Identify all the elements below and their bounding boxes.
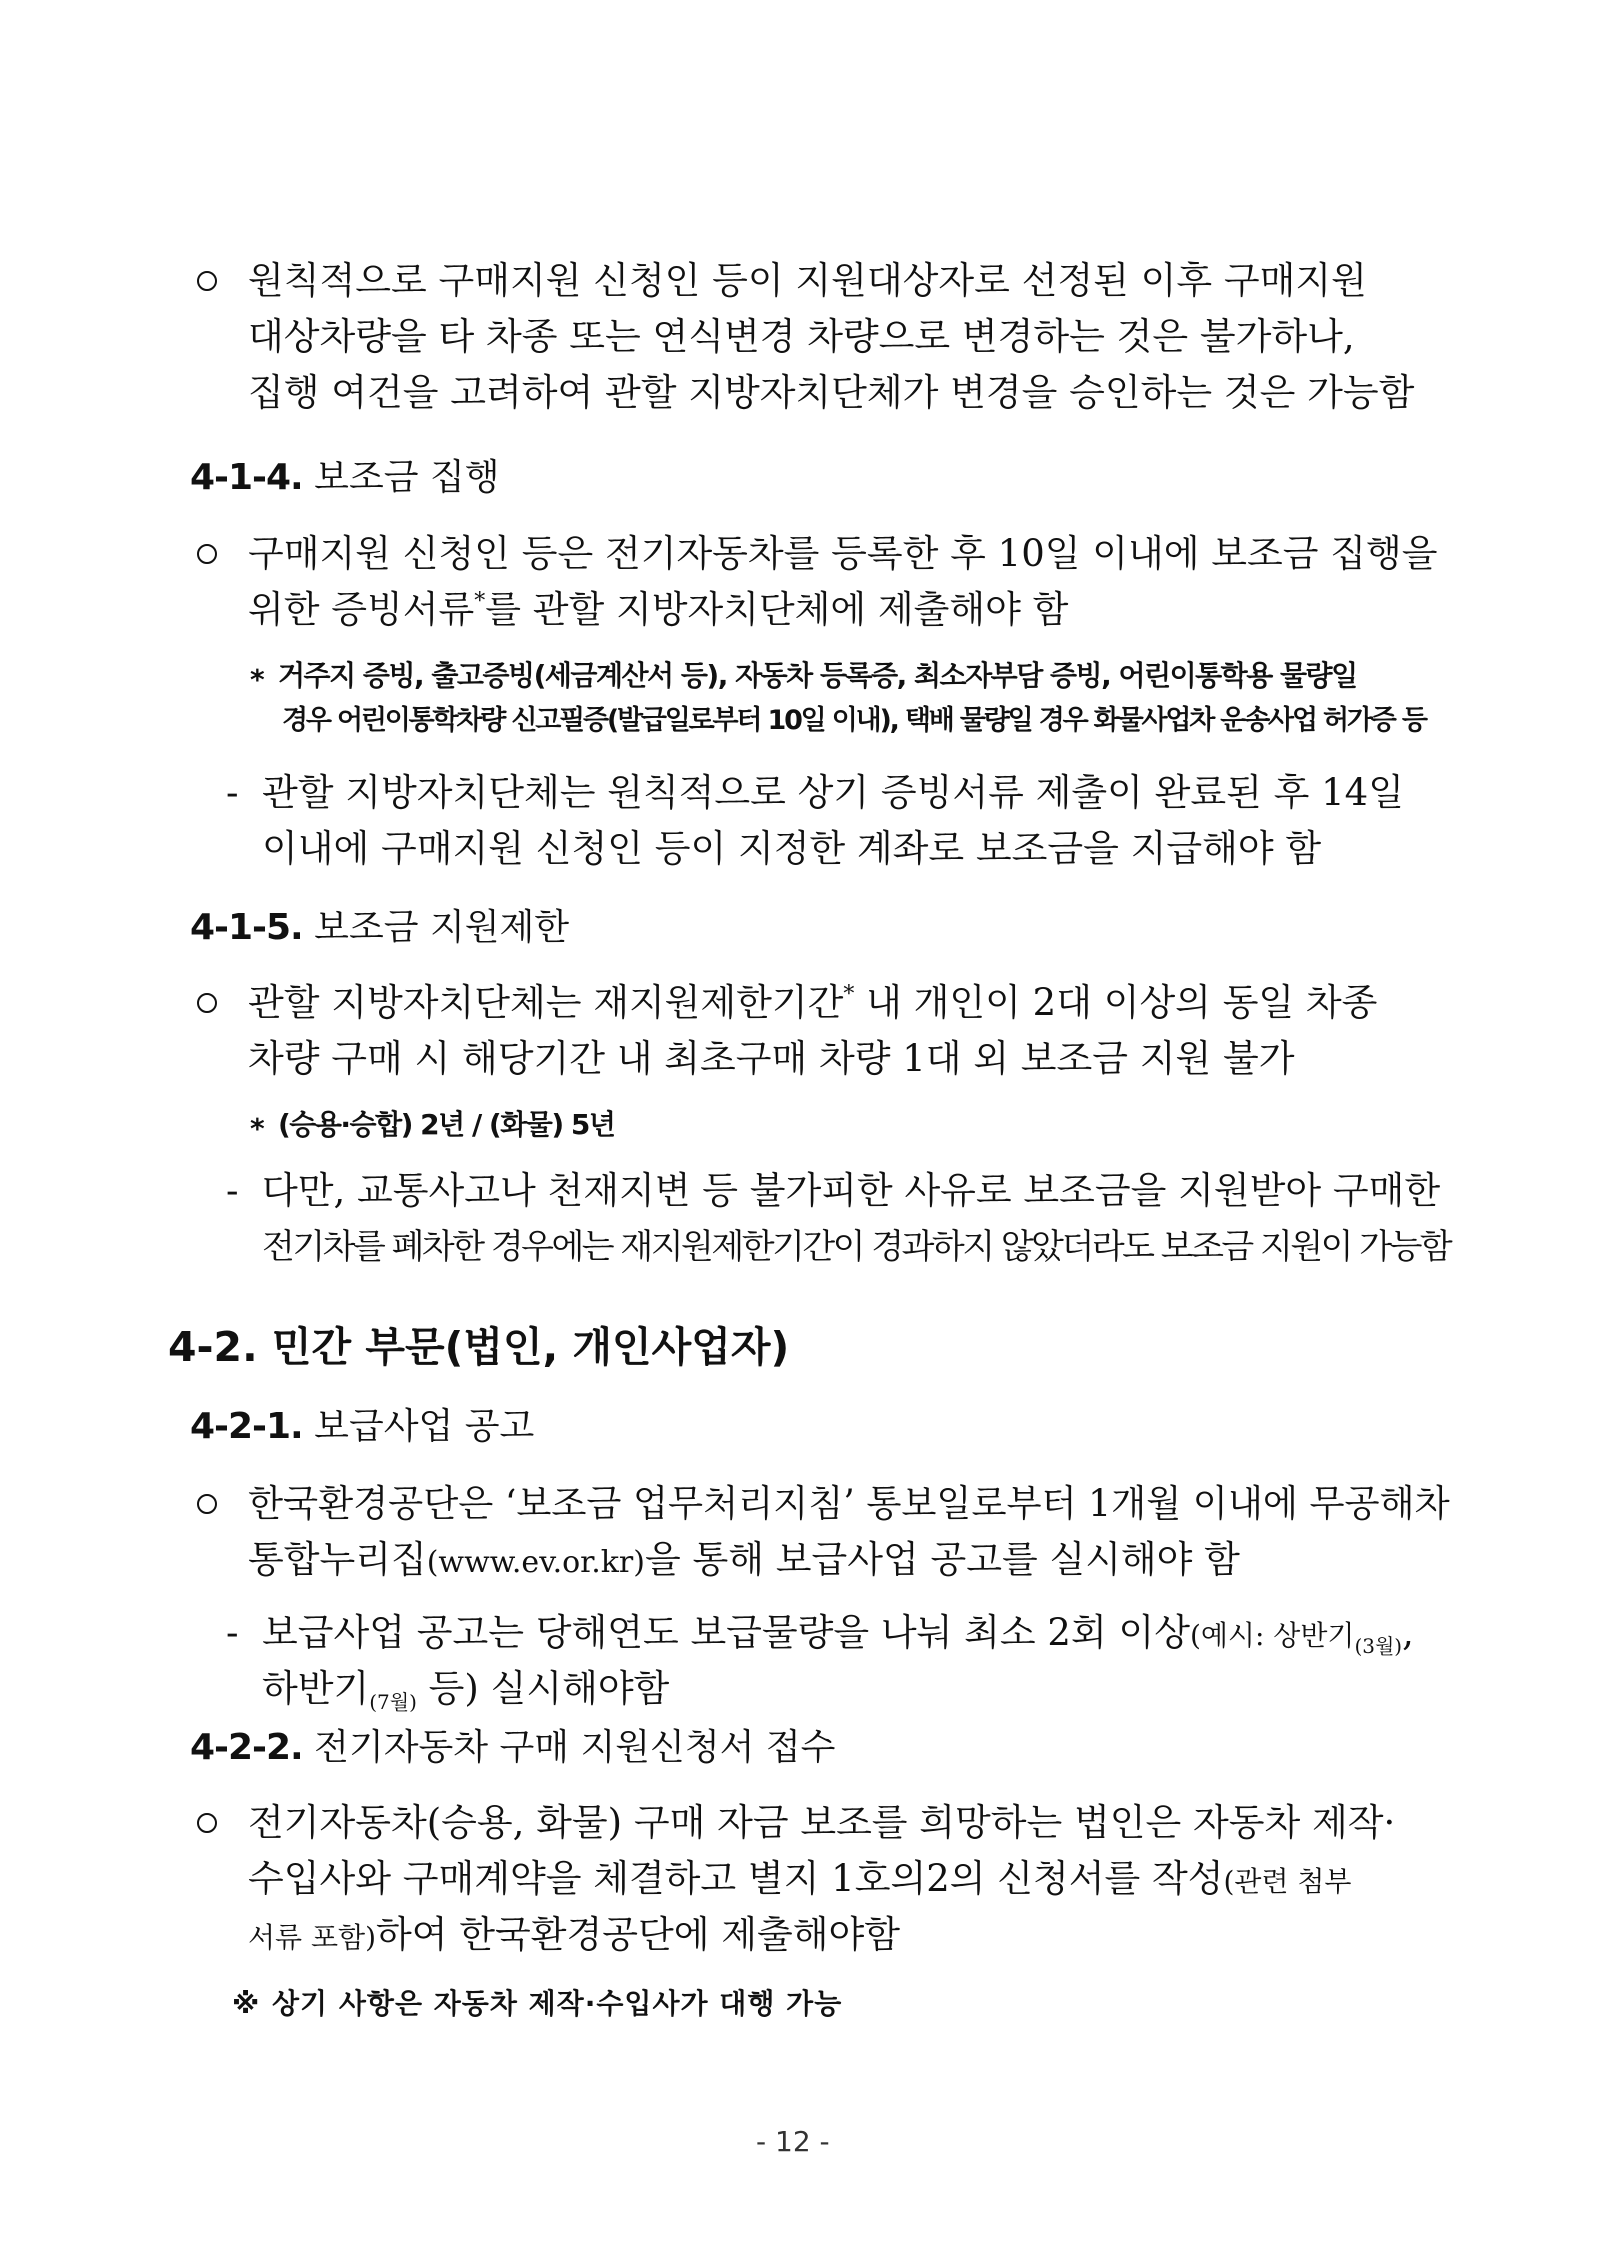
paragraph-line: 대상차량을 타 차종 또는 연식변경 차량으로 변경하는 것은 불가하나, [248, 315, 1355, 358]
dash-item-line: 전기차를 폐차한 경우에는 재지원제한기간이 경과하지 않았더라도 보조금 지원이 가능함 [262, 1227, 1451, 1267]
subscript-text: (7월) [369, 1690, 417, 1714]
footnote-marker: * [250, 1112, 264, 1145]
paragraph-line [248, 588, 1069, 631]
paragraph-line [248, 1538, 1240, 1581]
dash-bullet: - [226, 1611, 239, 1654]
paragraph-line [248, 1913, 900, 1956]
footnote-line: 경우 어린이통학차량 신고필증(발급일로부터 10일 이내), 택배 물량일 경우 화물사업차 운송사업 허가증 등 [282, 705, 1426, 736]
dash-item-line: 이내에 구매지원 신청인 등이 지정한 계좌로 보조금을 지급해야 함 [262, 827, 1322, 870]
text-span: (관련 첨부 [1223, 1865, 1352, 1898]
footnote-marker: * [843, 982, 855, 1007]
footnote-line: (승용·승합) 2년 / (화물) 5년 [278, 1108, 615, 1141]
dash-item-line: 관할 지방자치단체는 원칙적으로 상기 증빙서류 제출이 완료된 후 14일 [262, 771, 1404, 814]
text-span: 수입사와 구매계약을 체결하고 별지 1호의2의 신청서를 작성 [248, 1857, 1224, 1900]
circle-bullet-icon [197, 271, 217, 291]
subscript-text: (3월) [1354, 1634, 1403, 1658]
section-heading-4-2: 4-2. 민간 부문(법인, 개인사업자) [168, 1323, 790, 1371]
text-span: 서류 포함) [248, 1921, 377, 1954]
circle-bullet-icon [197, 1813, 217, 1833]
dash-bullet: - [226, 771, 239, 814]
dash-item-line [262, 1667, 670, 1714]
section-title: 보조금 집행 [314, 457, 500, 498]
section-number: 4-1-4. [190, 457, 303, 498]
text-span: 를 관할 지방자치단체에 제출해야 함 [485, 588, 1069, 631]
text-span: , [1402, 1611, 1414, 1654]
reference-note: 상기 사항은 자동차 제작·수입사가 대행 가능 [272, 1987, 843, 2020]
text-span: 통합누리집 [248, 1538, 427, 1581]
paragraph-line: 한국환경공단은 ‘보조금 업무처리지침’ 통보일로부터 1개월 이내에 무공해차 [248, 1482, 1450, 1525]
section-number: 4-2-2. [190, 1727, 303, 1768]
section-heading-4-2-2 [190, 1727, 836, 1768]
section-number: 4-2-1. [190, 1406, 303, 1447]
paragraph-line [248, 1857, 1352, 1900]
section-heading-4-1-5 [190, 907, 570, 948]
footnote-marker: * [250, 663, 264, 696]
text-span: (예시: 상반기 [1189, 1619, 1355, 1652]
text-span: 위한 증빙서류 [248, 588, 475, 631]
section-heading-4-2-1 [190, 1406, 535, 1447]
text-span: 등) 실시해야함 [416, 1667, 670, 1710]
reference-mark: ※ [232, 1987, 258, 2020]
circle-bullet-icon [197, 993, 217, 1013]
section-title: 보조금 지원제한 [314, 907, 570, 948]
text-span: 을 통해 보급사업 공고를 실시해야 함 [644, 1538, 1240, 1581]
circle-bullet-icon [197, 544, 217, 564]
text-span: 하반기 [262, 1667, 370, 1710]
paragraph-line: 차량 구매 시 해당기간 내 최초구매 차량 1대 외 보조금 지원 불가 [248, 1037, 1295, 1080]
text-span: 내 개인이 2대 이상의 동일 차종 [854, 981, 1378, 1024]
text-span: 보급사업 공고는 당해연도 보급물량을 나눠 최소 2회 이상 [262, 1611, 1190, 1654]
section-heading-4-1-4 [190, 457, 500, 498]
footnote-line: 거주지 증빙, 출고증빙(세금계산서 등), 자동차 등록증, 최소자부담 증빙, 어린이통학용 물량일 [278, 659, 1357, 692]
dash-item-line: 다만, 교통사고나 천재지변 등 불가피한 사유로 보조금을 지원받아 구매한 [262, 1169, 1441, 1212]
url-text: (www.ev.or.kr) [426, 1545, 645, 1580]
text-span: 하여 한국환경공단에 제출해야함 [376, 1913, 900, 1956]
text-span: 관할 지방자치단체는 재지원제한기간 [248, 981, 844, 1024]
paragraph-line: 집행 여건을 고려하여 관할 지방자치단체가 변경을 승인하는 것은 가능함 [248, 371, 1415, 414]
paragraph-line: 원칙적으로 구매지원 신청인 등이 지원대상자로 선정된 이후 구매지원 [248, 259, 1367, 302]
paragraph-line: 구매지원 신청인 등은 전기자동차를 등록한 후 10일 이내에 보조금 집행을 [248, 532, 1438, 575]
footnote-marker: * [474, 589, 486, 614]
section-title: 보급사업 공고 [314, 1406, 535, 1447]
paragraph-line [248, 981, 1378, 1024]
paragraph-line: 전기자동차(승용, 화물) 구매 자금 보조를 희망하는 법인은 자동차 제작· [248, 1801, 1396, 1844]
dash-item-line [262, 1611, 1414, 1658]
page-number: - 12 - [756, 2125, 830, 2158]
section-number: 4-1-5. [190, 907, 303, 948]
dash-bullet: - [226, 1169, 239, 1212]
section-title: 전기자동차 구매 지원신청서 접수 [314, 1727, 836, 1768]
circle-bullet-icon [197, 1494, 217, 1514]
